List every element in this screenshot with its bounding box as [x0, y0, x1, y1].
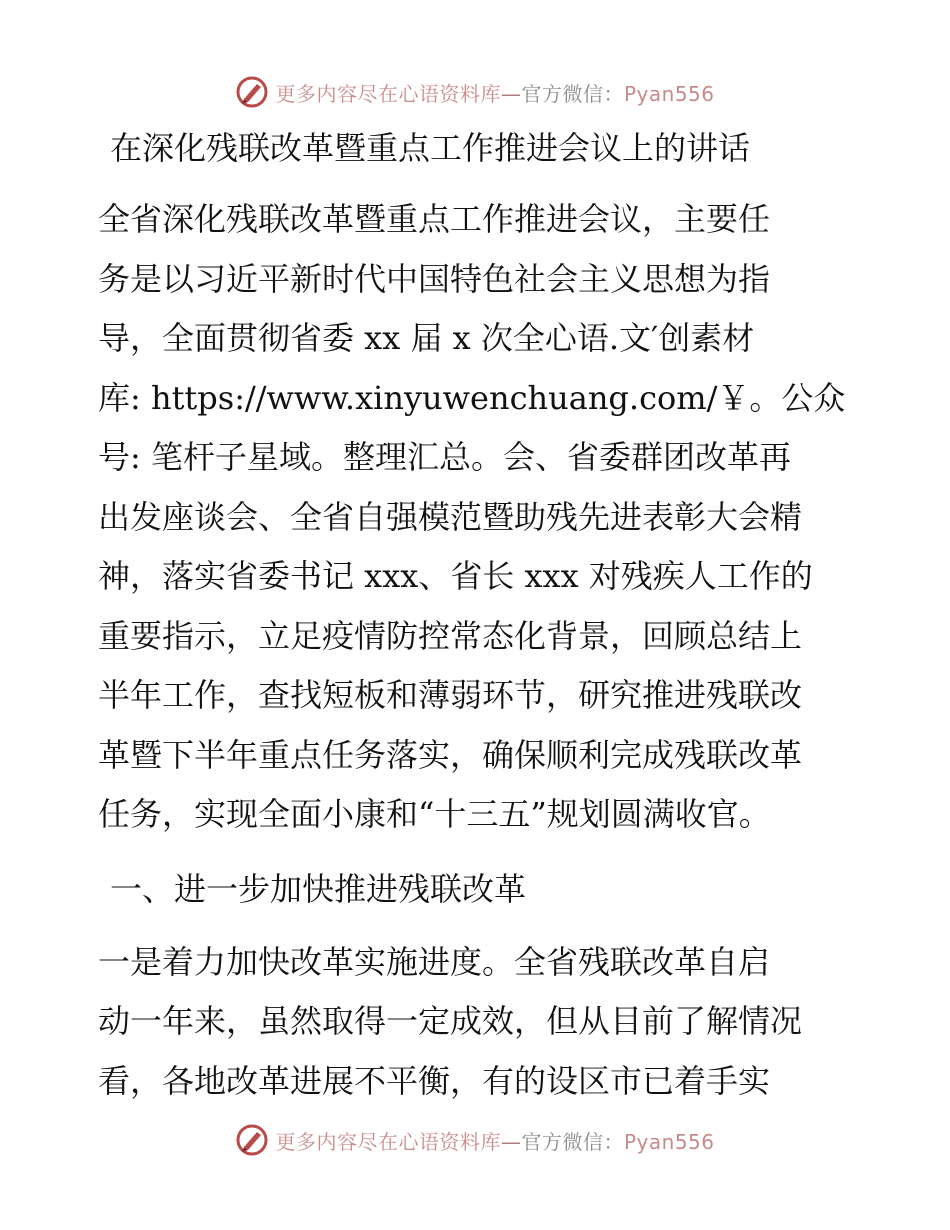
text-line: 库: https://www.xinyuwenchuang.com/￥。公众: [98, 378, 846, 417]
document-title: 在深化残联改革暨重点工作推进会议上的讲话: [110, 129, 751, 167]
text-line: 一是着力加快改革实施进度。全省残联改革自启: [98, 942, 771, 981]
watermark-text: 更多内容尽在心语资料库—官方微信：Pyan556: [275, 1129, 715, 1154]
text-line: 重要指示，立足疫情防控常态化背景，回顾总结上: [98, 616, 803, 655]
text-line: 看，各地改革进展不平衡，有的设区市已着手实: [98, 1061, 771, 1100]
text-line: 务是以习近平新时代中国特色社会主义思想为指: [98, 259, 771, 298]
text-line: 革暨下半年重点任务落实，确保顺利完成残联改革: [98, 735, 803, 774]
text-line: 动一年来，虽然取得一定成效，但从目前了解情况: [98, 1002, 803, 1040]
pen-logo-icon: [235, 1123, 269, 1157]
text-line: 任务，实现全面小康和“十三五”规划圆满收官。: [98, 795, 771, 833]
text-line: 号: 笔杆子星域。整理汇总。会、省委群团改革再: [98, 438, 791, 476]
text-line: 半年工作，查找短板和薄弱环节，研究推进残联改: [98, 676, 803, 714]
section-heading: 一、进一步加快推进残联改革: [110, 869, 527, 908]
section1-paragraph: [98, 933, 858, 1112]
text-line: 导，全面贯彻省委 xx 届 x 次全心语.文′创素材: [98, 319, 755, 357]
watermark-text: 更多内容尽在心语资料库—官方微信：Pyan556: [275, 81, 715, 106]
watermark-banner-top: [0, 72, 950, 112]
text-line: 全省深化残联改革暨重点工作推进会议，主要任: [98, 200, 771, 238]
watermark-banner-bottom: [0, 1120, 950, 1160]
text-line: 出发座谈会、全省自强模范暨助残先进表彰大会精: [98, 497, 803, 536]
pen-logo-icon: [235, 75, 269, 109]
intro-paragraph: [98, 190, 858, 845]
text-line: 神，落实省委书记 xxx、省长 xxx 对残疾人工作的: [98, 557, 813, 595]
document-body: [98, 118, 858, 1111]
